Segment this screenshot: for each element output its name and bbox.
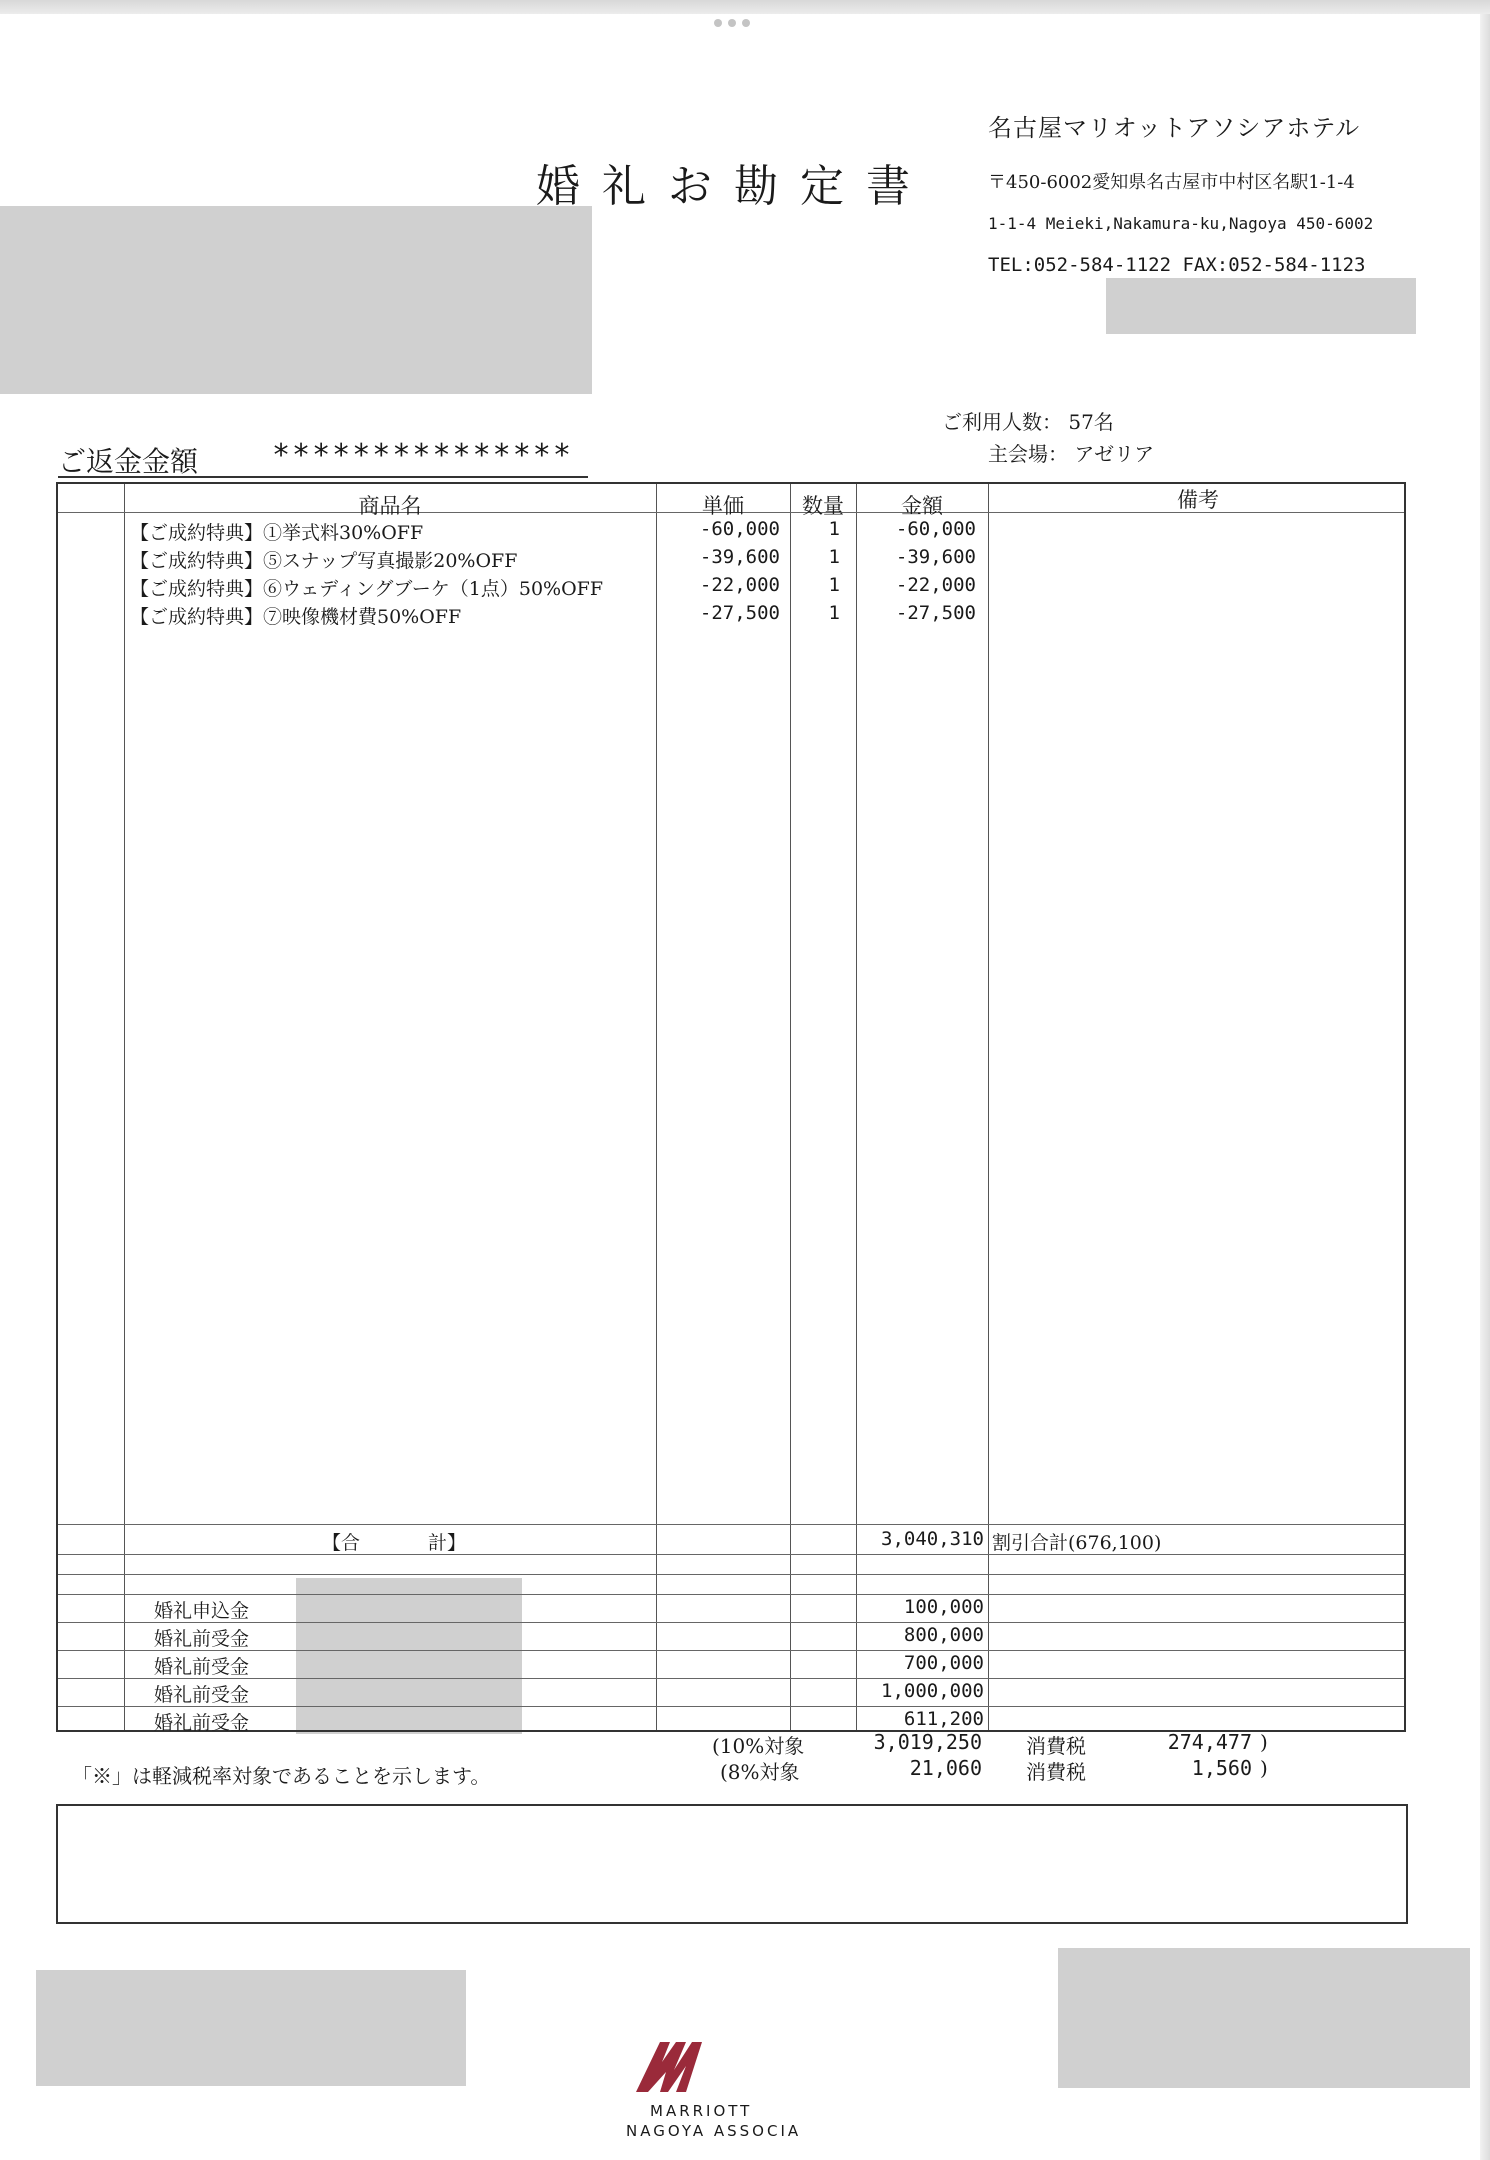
payment-row <box>58 1708 1408 1732</box>
item-unit-price: -39,600 <box>699 546 780 568</box>
payment-row <box>58 1652 1408 1678</box>
row-line <box>58 1706 1404 1707</box>
header-unit-price: 単価 <box>702 494 744 518</box>
hotel-address-ja: 〒450-6002愛知県名古屋市中村区名駅1-1-4 <box>988 172 1355 193</box>
tax-label: 消費税 <box>1026 1734 1086 1758</box>
item-name: 【ご成約特典】⑥ウェディングブーケ（1点）50%OFF <box>130 578 604 600</box>
tax-base: 3,019,250 <box>873 1730 982 1754</box>
reduced-tax-note: 「※」は軽減税率対象であることを示します。 <box>72 1764 491 1788</box>
tax-row <box>720 1756 1312 1784</box>
tax-base: 21,060 <box>909 1756 982 1780</box>
header-amount: 金額 <box>901 494 943 518</box>
guest-count: ご利用人数： 57名 <box>942 410 1114 434</box>
page-edge <box>1480 14 1490 2160</box>
marriott-logo-icon <box>626 2036 726 2094</box>
document-title: 婚礼お勘定書 <box>536 161 932 212</box>
row-line <box>58 1678 1404 1679</box>
tax-label: 消費税 <box>1026 1760 1086 1784</box>
row-line <box>58 1622 1404 1623</box>
item-amount: -22,000 <box>895 574 976 596</box>
header-remarks: 備考 <box>1177 488 1219 512</box>
total-label-left: 【合 <box>322 1532 361 1554</box>
header-quantity: 数量 <box>802 494 844 518</box>
tax-target: (8%対象 <box>720 1760 800 1784</box>
payment-label: 婚礼前受金 <box>154 1656 250 1678</box>
payment-amount: 1,000,000 <box>881 1680 984 1702</box>
table-row <box>130 602 1330 628</box>
item-quantity: 1 <box>828 546 840 568</box>
total-top-line <box>58 1524 1404 1525</box>
logo-property: NAGOYA ASSOCIA <box>626 2122 802 2140</box>
row-line <box>58 1594 1404 1595</box>
hotel-address-en: 1-1-4 Meieki,Nakamura-ku,Nagoya 450-6002 <box>988 214 1374 233</box>
payment-label: 婚礼申込金 <box>154 1600 250 1622</box>
item-unit-price: -60,000 <box>699 518 780 540</box>
item-quantity: 1 <box>828 574 840 596</box>
payment-amount: 800,000 <box>903 1624 984 1646</box>
item-name: 【ご成約特典】⑤スナップ写真撮影20%OFF <box>130 550 518 572</box>
item-amount: -27,500 <box>895 602 976 624</box>
discount-total: 割引合計(676,100) <box>992 1532 1162 1554</box>
tax-close: ) <box>1260 1730 1268 1754</box>
redacted-footer-right <box>1058 1948 1470 2088</box>
payment-label: 婚礼前受金 <box>154 1712 250 1734</box>
total-bottom-line <box>58 1554 1404 1555</box>
payment-label: 婚礼前受金 <box>154 1628 250 1650</box>
row-line <box>58 1650 1404 1651</box>
total-label-right: 計】 <box>428 1532 467 1554</box>
payment-amount: 100,000 <box>903 1596 984 1618</box>
payment-label: 婚礼前受金 <box>154 1684 250 1706</box>
item-unit-price: -22,000 <box>699 574 780 596</box>
main-venue: 主会場： アゼリア <box>988 442 1155 466</box>
tax-close: ) <box>1260 1756 1268 1780</box>
total-amount: 3,040,310 <box>881 1528 984 1550</box>
payment-row <box>58 1680 1408 1706</box>
item-quantity: 1 <box>828 518 840 540</box>
redacted-recipient-block <box>0 206 592 394</box>
redacted-footer-left <box>36 1970 466 2086</box>
payment-amount: 700,000 <box>903 1652 984 1674</box>
item-quantity: 1 <box>828 602 840 624</box>
item-name: 【ご成約特典】①挙式料30%OFF <box>130 522 424 544</box>
payment-row <box>58 1624 1408 1650</box>
refund-label: ご返金金額 <box>58 445 199 478</box>
invoice-table <box>56 482 1406 1732</box>
item-name: 【ご成約特典】⑦映像機材費50%OFF <box>130 606 462 628</box>
header-product: 商品名 <box>358 494 422 518</box>
hotel-tel-fax: TEL:052-584-1122 FAX:052-584-1123 <box>988 254 1366 276</box>
hotel-name: 名古屋マリオットアソシアホテル <box>988 114 1361 142</box>
tax-target: (10%対象 <box>712 1734 805 1758</box>
refund-value: *************** <box>272 438 573 473</box>
item-unit-price: -27,500 <box>699 602 780 624</box>
table-row <box>130 518 1330 544</box>
item-amount: -39,600 <box>895 546 976 568</box>
tax-amount: 1,560 <box>1191 1756 1252 1780</box>
payment-row <box>58 1596 1408 1622</box>
row-line <box>58 1574 1404 1575</box>
logo-brand: MARRIOTT <box>650 2102 753 2120</box>
tax-amount: 274,477 <box>1167 1730 1252 1754</box>
redacted-header-block <box>1106 278 1416 334</box>
total-row <box>58 1528 1408 1554</box>
memo-box <box>56 1804 1408 1924</box>
payment-amount: 611,200 <box>903 1708 984 1730</box>
item-amount: -60,000 <box>895 518 976 540</box>
more-options-icon[interactable] <box>714 12 762 24</box>
table-row <box>130 574 1330 600</box>
tax-row <box>712 1730 1312 1758</box>
refund-amount-line <box>58 436 588 478</box>
table-row <box>130 546 1330 572</box>
